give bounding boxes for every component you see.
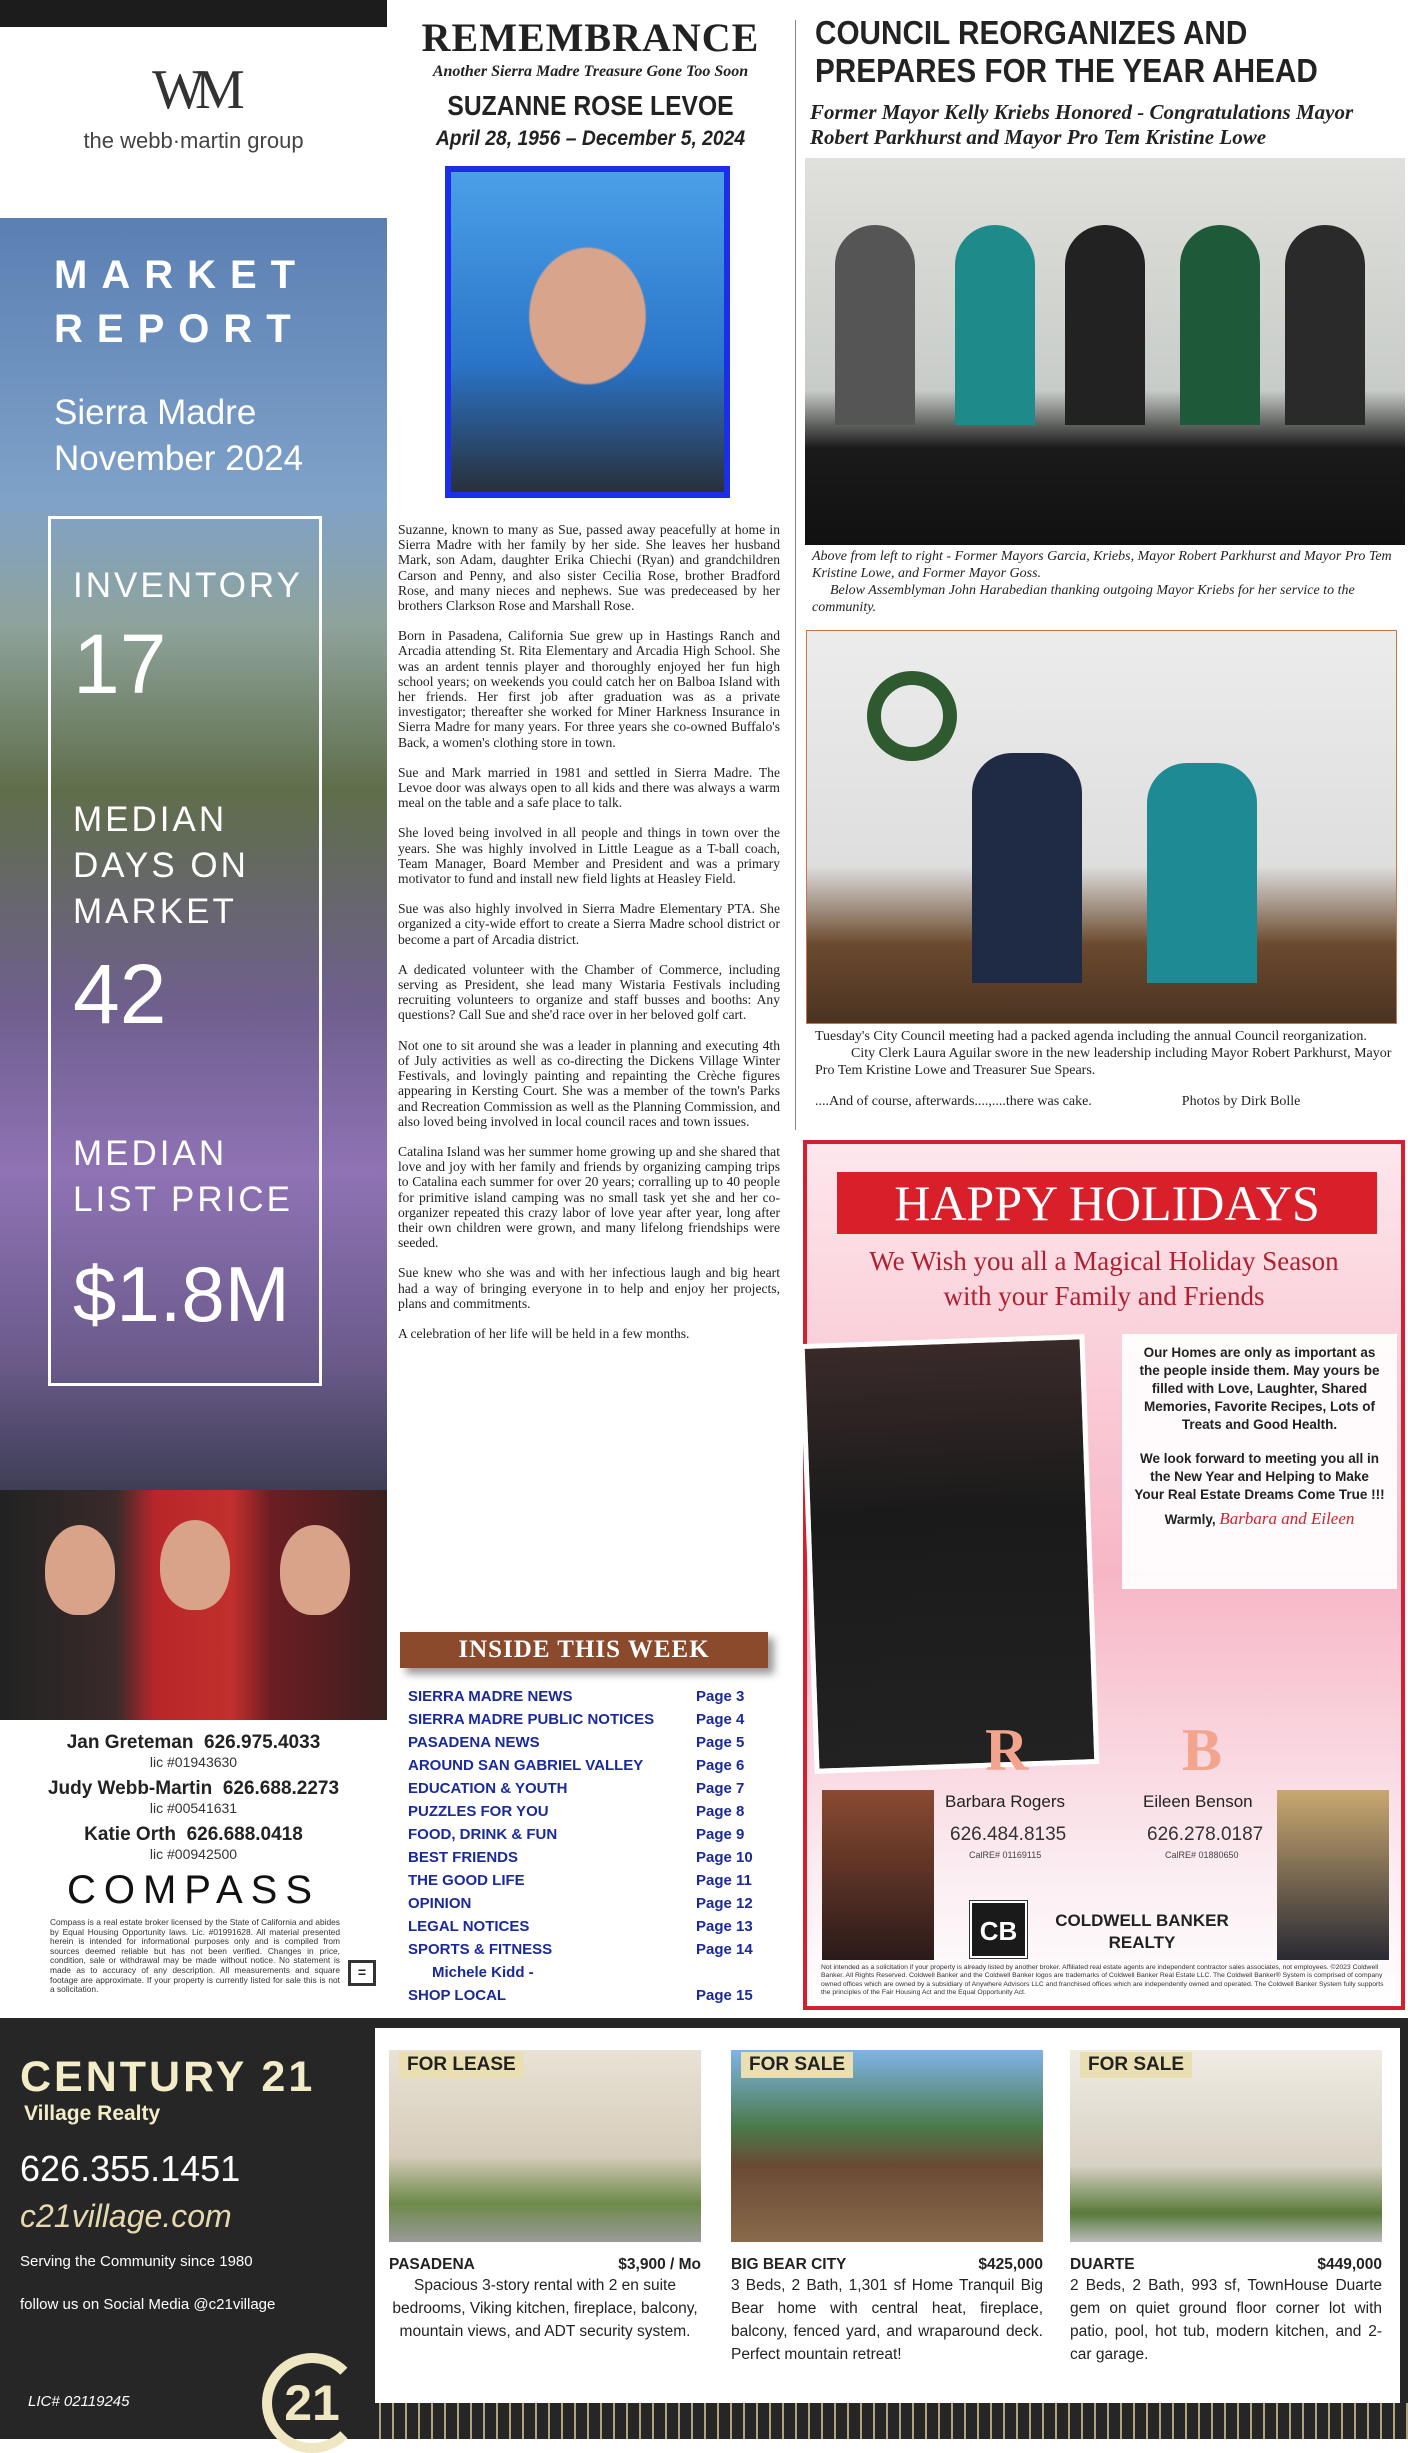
location: Sierra Madre	[54, 393, 257, 432]
middle-column-flow	[398, 522, 780, 2007]
toc-section: OPINION	[408, 1895, 472, 1912]
coldwell-banker-logo: CB	[970, 1901, 1027, 1958]
name: Jan Greteman	[66, 1732, 194, 1753]
listing-card[interactable]	[1070, 2028, 1382, 2366]
remembrance-name: SUZANNE ROSE LEVOE	[447, 90, 734, 121]
toc-item	[408, 1708, 778, 1731]
message-text: We look forward to meeting you all in the New Year and Helping to Make Your Real Estate Dreams Come True !!!	[1134, 1451, 1385, 1502]
stat-label: INVENTORY	[73, 566, 303, 605]
remembrance-photo	[445, 166, 730, 498]
listing-card[interactable]	[389, 2028, 701, 2343]
century21-license: LIC# 02119245	[28, 2393, 130, 2410]
signature: Barbara and Eileen	[1219, 1509, 1355, 1528]
message-text: Our Homes are only as important as the people inside them. May yours be filled with Love, Laughter, Shared Memories, Favorite Recipes, Lots of Treats and Good Health.	[1139, 1345, 1380, 1432]
column-divider	[795, 20, 796, 1130]
toc-section: SPORTS & FITNESS	[408, 1941, 553, 1958]
label-line: DAYS ON	[73, 846, 249, 885]
listings-panel	[375, 2028, 1400, 2403]
listing-photo	[389, 2050, 701, 2242]
toc-page: Page 7	[696, 1780, 745, 1797]
label-line: MARKET	[73, 892, 237, 931]
paragraph: She loved being involved in all people and things in town over the years. She was highly involved in Little League as a T-ball coach, Team Manager, Board Member and President and was a primary motivator to fund and install new field lights at Heasley Field.	[398, 825, 780, 887]
compass-agent-list	[0, 1732, 387, 1995]
paragraph: Catalina Island was her summer home growing up and she shared that love and joy with her family and friends by organizing camping trips to Catalina each summer for over 20 years; corralling up to 40 people for primitive island camping was no small task yet she and her co-organizer repeated this crazy labor of love year after year, long after their own children were grown, and many lifelong friendships were seeded.	[398, 1143, 780, 1251]
paragraph: Sue and Mark married in 1981 and settled in Sierra Madre. The Levoe door was always open to all kids and there was always a warm meal on the table and a safe place to talk.	[398, 764, 780, 811]
toc-item	[408, 1938, 778, 1961]
photo-credit: Photos by Dirk Bolle	[1181, 1094, 1301, 1109]
holiday-subtitle	[807, 1244, 1401, 1314]
toc-page: Page 13	[696, 1918, 753, 1935]
holiday-ad	[803, 1140, 1405, 2010]
phone: 626.688.2273	[222, 1778, 340, 1799]
name: Katie Orth	[84, 1824, 177, 1845]
agent-name	[0, 1824, 387, 1846]
toc-section: LEGAL NOTICES	[408, 1918, 530, 1935]
toc-section: AROUND SAN GABRIEL VALLEY	[408, 1757, 644, 1774]
century21-phone: 626.355.1451	[20, 2148, 241, 2189]
council-headline: COUNCIL REORGANIZES AND PREPARES FOR THE YEAR AHEAD	[815, 14, 1318, 89]
agent-license: CalRE# 01880650	[1165, 1850, 1239, 1860]
remembrance-dates: April 28, 1956 – December 5, 2024	[435, 127, 746, 150]
listing-price: $449,000	[1317, 2256, 1382, 2273]
listing-price: $3,900 / Mo	[618, 2256, 701, 2273]
agent-license: lic #01943630	[149, 1754, 238, 1770]
council-group-photo	[805, 158, 1405, 545]
toc-section: SHOP LOCAL	[408, 1987, 507, 2004]
coldwell-agents	[807, 1717, 1401, 1954]
agent-phone: 626.278.0187	[1147, 1824, 1264, 1845]
toc-section: PUZZLES FOR YOU	[408, 1803, 549, 1820]
toc-section: SIERRA MADRE PUBLIC NOTICES	[408, 1711, 655, 1728]
caption-text: Tuesday's City Council meeting had a packed agenda including the annual Council reorganization.	[815, 1029, 1367, 1044]
paragraph: Sue was also highly involved in Sierra Madre Elementary PTA. She organized a city-wide effort to create a Sierra Madre school district or become a part of Arcadia district.	[398, 901, 780, 947]
toc-item	[408, 1685, 778, 1708]
toc-item	[408, 1754, 778, 1777]
agent-license: CalRE# 01169115	[969, 1850, 1042, 1860]
century21-seal-icon: 21	[262, 2353, 362, 2453]
label-line: MEDIAN	[73, 1134, 228, 1173]
stats-box	[48, 516, 322, 1386]
listing-description: 2 Beds, 2 Bath, 993 sf, TownHouse Duarte gem on quiet ground floor corner lot with patio, pool, hot tub, modern kitchen, and 2-car garage.	[1070, 2277, 1382, 2363]
caption-text: Below Assemblyman John Harabedian thanking outgoing Mayor Kriebs for her service to the community.	[812, 583, 1355, 615]
inside-this-week-list	[408, 1685, 778, 2007]
market-location	[54, 390, 303, 482]
photo-caption-2	[815, 1028, 1405, 1110]
coldwell-banker-name	[1042, 1910, 1242, 1954]
subtitle-line: We Wish you all a Magical Holiday Season	[869, 1246, 1339, 1276]
toc-item	[408, 1915, 778, 1938]
agent-name: Barbara Rogers	[945, 1792, 1066, 1811]
listing-city: PASADENA	[389, 2256, 475, 2273]
agent-initial: R	[985, 1717, 1029, 1783]
subtitle-line: with your Family and Friends	[943, 1281, 1265, 1311]
equal-housing-icon: =	[348, 1960, 376, 1986]
agent-license: lic #00541631	[149, 1800, 238, 1816]
holiday-message	[1122, 1334, 1397, 1589]
century21-info	[20, 2053, 370, 2313]
caption-text: Above from left to right - Former Mayors Garcia, Kriebs, Mayor Robert Parkhurst and Mayor Pro Tem Kristine Lowe, and Former Mayor Goss.	[812, 549, 1392, 581]
photo-caption-1	[812, 548, 1402, 616]
title-line: MARKET	[54, 253, 310, 297]
toc-page: Page 12	[696, 1895, 753, 1912]
listing-photo	[731, 2050, 1043, 2242]
name: Judy Webb-Martin	[47, 1778, 213, 1799]
toc-section: SIERRA MADRE NEWS	[408, 1688, 573, 1705]
toc-section: FOOD, DRINK & FUN	[408, 1826, 558, 1843]
cake-line: ....And of course, afterwards....,....there was cake.	[815, 1094, 1092, 1109]
toc-section: BEST FRIENDS	[408, 1849, 519, 1866]
market-report-panel	[0, 218, 387, 1490]
paragraph: A dedicated volunteer with the Chamber of Commerce, including serving as President, she lead many Wistaria Festivals including recruiting volunteers to organize and staff busses and booths: Any questions? Call Sue and she'd race over in her beloved golf cart.	[398, 961, 780, 1023]
remembrance-subtitle: Another Sierra Madre Treasure Gone Too Soon	[432, 63, 749, 80]
century21-serving: Serving the Community since 1980	[20, 2253, 253, 2270]
toc-item	[408, 1800, 778, 1823]
compass-disclaimer: Compass is a real estate broker licensed by the State of California and abides by Equal Housing Opportunity laws. Lic. #01991628. All material presented herein is intended for informational purposes only and is compiled from sources deemed reliable but has not been verified. Changes in price, condition, sale or withdrawal may be made without notice. No statement is made as to accuracy of any description. All measurements and square footage are approximate. If your property is currently listed for sale this is not a solicitation.	[50, 1917, 340, 1995]
brand-line: COLDWELL BANKER	[1055, 1911, 1229, 1930]
remembrance-title: REMEMBRANCE	[421, 15, 760, 60]
century21-ad	[0, 2018, 1408, 2439]
paragraph: Not one to sit around she was a leader in planning and executing 4th of July activities as well as co-directing the Dickens Village Winter Festivals, and lovingly painting and repainting the Crèche figures appearing in Kersting Court. She was a member of the town's Parks and Recreation Commission as well as the Planning Commission, and also loved being involved in local council races and town issues.	[398, 1037, 780, 1129]
toc-item	[408, 1731, 778, 1754]
council-certificate-photo	[806, 630, 1397, 1024]
listing-description: 3 Beds, 2 Bath, 1,301 sf Home Tranquil Big Bear home with central heat, fireplace, balcony, fenced yard, and wraparound deck. Perfect mountain retreat!	[731, 2277, 1043, 2363]
toc-page: Page 9	[696, 1826, 745, 1843]
remembrance-body	[398, 522, 780, 1622]
stat-value: 42	[73, 947, 167, 1041]
toc-item	[408, 1892, 778, 1915]
toc-item	[408, 1823, 778, 1846]
top-black-bar	[0, 0, 387, 27]
eileen-photo	[1277, 1790, 1389, 1960]
toc-item	[408, 1961, 778, 1984]
compass-logo: COMPASS	[66, 1868, 321, 1912]
council-subheadline: Former Mayor Kelly Kriebs Honored - Congratulations Mayor Robert Parkhurst and Mayor Pro Tem Kristine Lowe	[810, 100, 1354, 149]
agent-initial: B	[1182, 1717, 1223, 1783]
paragraph: Suzanne, known to many as Sue, passed away peacefully at home in Sierra Madre with her family by her side. She leaves her husband Mark, son Adam, daughter Erika Chiechi (Ryan) and grandchildren Carson and Penny, and also sister Cecilia Rose, brother Bradford Rose, and many nieces and nephews. Sue was predeceased by her brothers Clarkson Rose and Marshall Rose.	[398, 522, 780, 614]
toc-page: Page 3	[696, 1688, 745, 1705]
century21-logo-text: CENTURY 21	[20, 2053, 316, 2101]
stat-label	[73, 1131, 293, 1223]
stat-value: $1.8M	[73, 1250, 290, 1338]
label-line: LIST PRICE	[73, 1180, 293, 1219]
listing-tag: FOR LEASE	[399, 2052, 524, 2078]
label-line: MEDIAN	[73, 800, 228, 839]
toc-item	[408, 1984, 778, 2007]
brand-line: REALTY	[1108, 1933, 1176, 1952]
listing-city: BIG BEAR CITY	[731, 2256, 847, 2273]
toc-section: THE GOOD LIFE	[408, 1872, 525, 1889]
listing-tag: FOR SALE	[1080, 2052, 1192, 2078]
stat-value: 17	[73, 617, 167, 711]
c21-pattern-border	[375, 2403, 1408, 2439]
paragraph: Sue knew who she was and with her infectious laugh and big heart had a way of bringing everyone in to help and enjoy her projects, plans and commitments.	[398, 1265, 780, 1311]
toc-item	[408, 1869, 778, 1892]
toc-page: Page 6	[696, 1757, 745, 1774]
title-line: REPORT	[54, 307, 305, 351]
agent-name	[0, 1778, 387, 1800]
compass-agents-photo	[0, 1490, 387, 1720]
paragraph: Born in Pasadena, California Sue grew up in Hastings Ranch and Arcadia attending St. Rita Elementary and Arcadia High School. She was an ardent tennis player and thoroughly enjoyed her fun high school years; on weekends you could catch her on Balboa Island with her friends. Her first job after graduation was as a private investigator; thereafter she worked for Miner Harkness Insurance in Sierra Madre for many years. For three years she co-owned Buffalo's Back, a women's clothing store in town.	[398, 628, 780, 750]
toc-page: Page 4	[696, 1711, 745, 1728]
coldwell-disclaimer: Not intended as a solicitation if your property is already listed by another broker. Affiliated real estate agents are independent contractor sales associates, not employees. ©2023 Coldwell Banker. All Rights Reserved. Coldwell Banker and the Coldwell Banker logos are trademarks of Coldwell Banker Real Estate LLC. The Coldwell Banker® System is comprised of company owned offices which are owned by a subsidiary of Anywhere Advisors LLC and franchised offices which are independently owned and operated. The Coldwell Banker System fully supports the principles of the Fair Housing Act and the Equal Opportunity Act.	[821, 1964, 1384, 1997]
toc-item	[408, 1777, 778, 1800]
century21-social: follow us on Social Media @c21village	[20, 2296, 276, 2313]
toc-page	[696, 1961, 778, 1984]
phone: 626.688.0418	[186, 1824, 303, 1845]
toc-page: Page 14	[696, 1941, 753, 1958]
agents-doorway-photo	[800, 1334, 1100, 1774]
toc-page: Page 8	[696, 1803, 745, 1820]
stat-label	[73, 797, 249, 935]
wm-monogram: WM	[152, 59, 235, 121]
toc-section: EDUCATION & YOUTH	[408, 1780, 568, 1797]
toc-page: Page 10	[696, 1849, 753, 1866]
warmly: Warmly,	[1164, 1512, 1216, 1527]
period: November 2024	[54, 439, 304, 478]
caption-text: City Clerk Laura Aguilar swore in the new leadership including Mayor Robert Parkhurst, Mayor Pro Tem Kristine Lowe and Treasurer Sue Spears.	[815, 1046, 1392, 1078]
agent-phone: 626.484.8135	[950, 1824, 1067, 1845]
toc-page: Page 15	[696, 1987, 753, 2004]
toc-page: Page 11	[696, 1872, 752, 1889]
toc-item	[408, 1846, 778, 1869]
listing-city: DUARTE	[1070, 2256, 1135, 2273]
agent-name: Eileen Benson	[1143, 1792, 1253, 1811]
toc-page: Page 5	[696, 1734, 745, 1751]
listing-tag: FOR SALE	[741, 2052, 853, 2078]
century21-office: Village Realty	[24, 2102, 161, 2125]
toc-section: Michele Kidd -	[432, 1964, 534, 1981]
toc-section: PASADENA NEWS	[408, 1734, 540, 1751]
webb-martin-name: the webb·martin group	[83, 128, 304, 153]
phone: 626.975.4033	[204, 1732, 321, 1753]
market-report-title	[54, 248, 309, 356]
listing-photo	[1070, 2050, 1382, 2242]
inside-this-week-banner: INSIDE THIS WEEK	[400, 1632, 768, 1668]
century21-website[interactable]: c21village.com	[20, 2198, 232, 2234]
paragraph: A celebration of her life will be held in a few months.	[398, 1325, 690, 1341]
listing-description: Spacious 3-story rental with 2 en suite bedrooms, Viking kitchen, fireplace, balcony, mountain views, and ADT security system.	[392, 2277, 698, 2340]
listing-price: $425,000	[978, 2256, 1043, 2273]
agent-name	[0, 1732, 387, 1754]
listing-card[interactable]	[731, 2028, 1043, 2366]
webb-martin-logo	[0, 60, 387, 180]
happy-holidays-banner: HAPPY HOLIDAYS	[837, 1172, 1377, 1234]
agent-license: lic #00942500	[149, 1846, 238, 1862]
barbara-photo	[822, 1790, 934, 1960]
